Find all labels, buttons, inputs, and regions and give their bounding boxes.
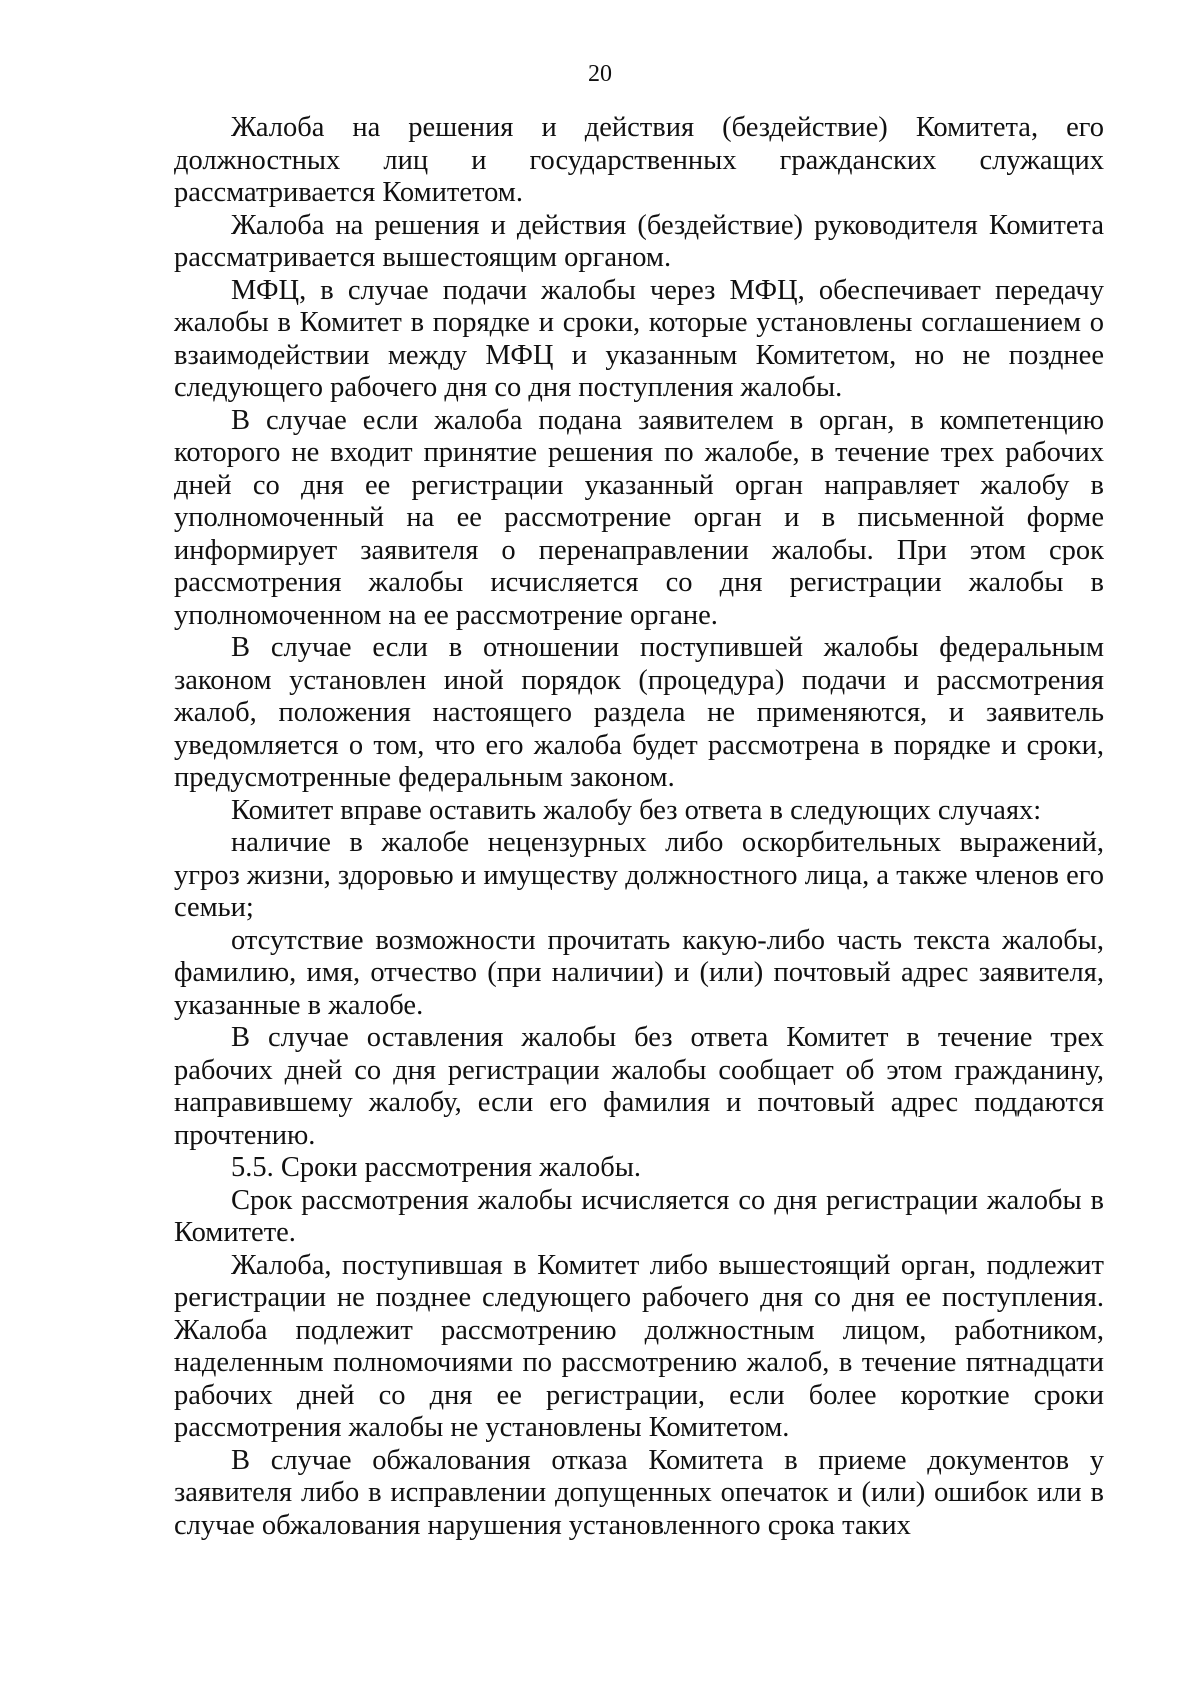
paragraph: Срок рассмотрения жалобы исчисляется со дня регистрации жалобы в Комитете.	[174, 1184, 1104, 1248]
document-body	[174, 112, 1104, 1542]
list-item-paragraph: наличие в жалобе нецензурных либо оскорбительных выражений, угроз жизни, здоровью и имуществу должностного лица, а также членов его семьи;	[174, 827, 1104, 923]
page-number: 20	[588, 61, 612, 87]
paragraph: Жалоба на решения и действия (бездействие) руководителя Комитета рассматривается вышестоящим органом.	[174, 209, 1104, 273]
paragraph: В случае если в отношении поступившей жалобы федеральным законом установлен иной порядок (процедура) подачи и рассмотрения жалоб, положения настоящего раздела не применяются, и заявитель уведомляется о том, что его жалоба будет рассмотрена в порядке и сроки, предусмотренные федеральным законом.	[174, 632, 1104, 793]
paragraph: Жалоба, поступившая в Комитет либо вышестоящий орган, подлежит регистрации не позднее следующего рабочего дня со дня ее поступления. Жалоба подлежит рассмотрению должностным лицом, работником, наделенным полномочиями по рассмотрению жалоб, в течение пятнадцати рабочих дней со дня ее регистрации, если более короткие сроки рассмотрения жалобы не установлены Комитетом.	[174, 1249, 1104, 1443]
paragraph: МФЦ, в случае подачи жалобы через МФЦ, обеспечивает передачу жалобы в Комитет в порядке и сроки, которые установлены соглашением о взаимодействии между МФЦ и указанным Комитетом, но не позднее следующего рабочего дня со дня поступления жалобы.	[174, 274, 1104, 403]
section-heading: 5.5. Сроки рассмотрения жалобы.	[231, 1152, 641, 1183]
paragraph: В случае обжалования отказа Комитета в приеме документов у заявителя либо в исправлении допущенных опечаток и (или) ошибок или в случае обжалования нарушения установленного срока таких	[174, 1444, 1104, 1541]
paragraph: Комитет вправе оставить жалобу без ответа в следующих случаях:	[231, 794, 1042, 826]
paragraph: Жалоба на решения и действия (бездействие) Комитета, его должностных лиц и государственных гражданских служащих рассматривается Комитетом.	[174, 112, 1104, 208]
paragraph: В случае оставления жалобы без ответа Комитет в течение трех рабочих дней со дня регистрации жалобы сообщает об этом гражданину, направившему жалобу, если его фамилия и почтовый адрес поддаются прочтению.	[174, 1022, 1104, 1151]
list-item-paragraph: отсутствие возможности прочитать какую-либо часть текста жалобы, фамилию, имя, отчество (при наличии) и (или) почтовый адрес заявителя, указанные в жалобе.	[174, 924, 1104, 1021]
paragraph: В случае если жалоба подана заявителем в орган, в компетенцию которого не входит принятие решения по жалобе, в течение трех рабочих дней со дня ее регистрации указанный орган направляет жалобу в уполномоченный на ее рассмотрение орган и в письменной форме информирует заявителя о перенаправлении жалобы. При этом срок рассмотрения жалобы исчисляется со дня регистрации жалобы в уполномоченном на ее рассмотрение органе.	[174, 404, 1104, 631]
